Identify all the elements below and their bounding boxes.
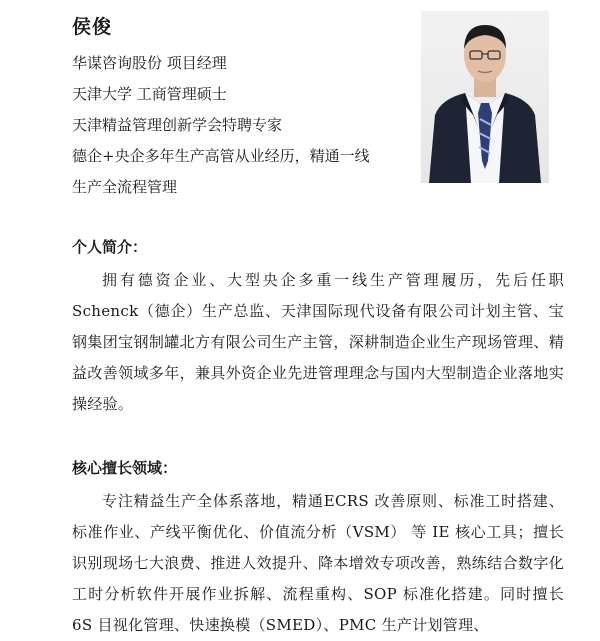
profile-info-list xyxy=(72,48,402,203)
intro-section-title: 个人简介： xyxy=(72,238,148,256)
profile-line-education: 天津大学 工商管理硕士 xyxy=(72,85,227,103)
intro-paragraph: 拥有德资企业、大型央企多重一线生产管理履历，先后任职Schenck（德企）生产总监、天津国际现代设备有限公司计划主管、宝钢集团宝钢制罐北方有限公司生产主管，深耕制造企业生产现场管理、精益改善领域多年，兼具外资企业先进管理理念与国内大型制造企业落地实操经验。 xyxy=(72,271,564,413)
expertise-section-title: 核心擅长领域： xyxy=(72,459,178,477)
expertise-paragraph: 专注精益生产全体系落地，精通ECRS 改善原则、标准工时搭建、标准作业、产线平衡优化、价值流分析（VSM） 等 IE 核心工具；擅长识别现场七大浪费、推进人效提升、降本增效专项改善，熟练结合数字化工时分析软件开展作业拆解、流程重构、SOP 标准化搭建。同时擅长 6S 目视化管理、快速换模（SMED）、PMC 生产计划管理、 xyxy=(72,492,564,634)
profile-line-company: 华谋咨询股份 项目经理 xyxy=(72,54,227,72)
person-name: 侯俊 xyxy=(72,16,113,38)
profile-photo xyxy=(421,11,549,183)
profile-line-society: 天津精益管理创新学会特聘专家 xyxy=(72,116,283,134)
profile-line-experience-cont: 生产全流程管理 xyxy=(72,178,178,196)
profile-line-experience: 德企+央企多年生产高管从业经历，精通一线 xyxy=(72,147,370,165)
